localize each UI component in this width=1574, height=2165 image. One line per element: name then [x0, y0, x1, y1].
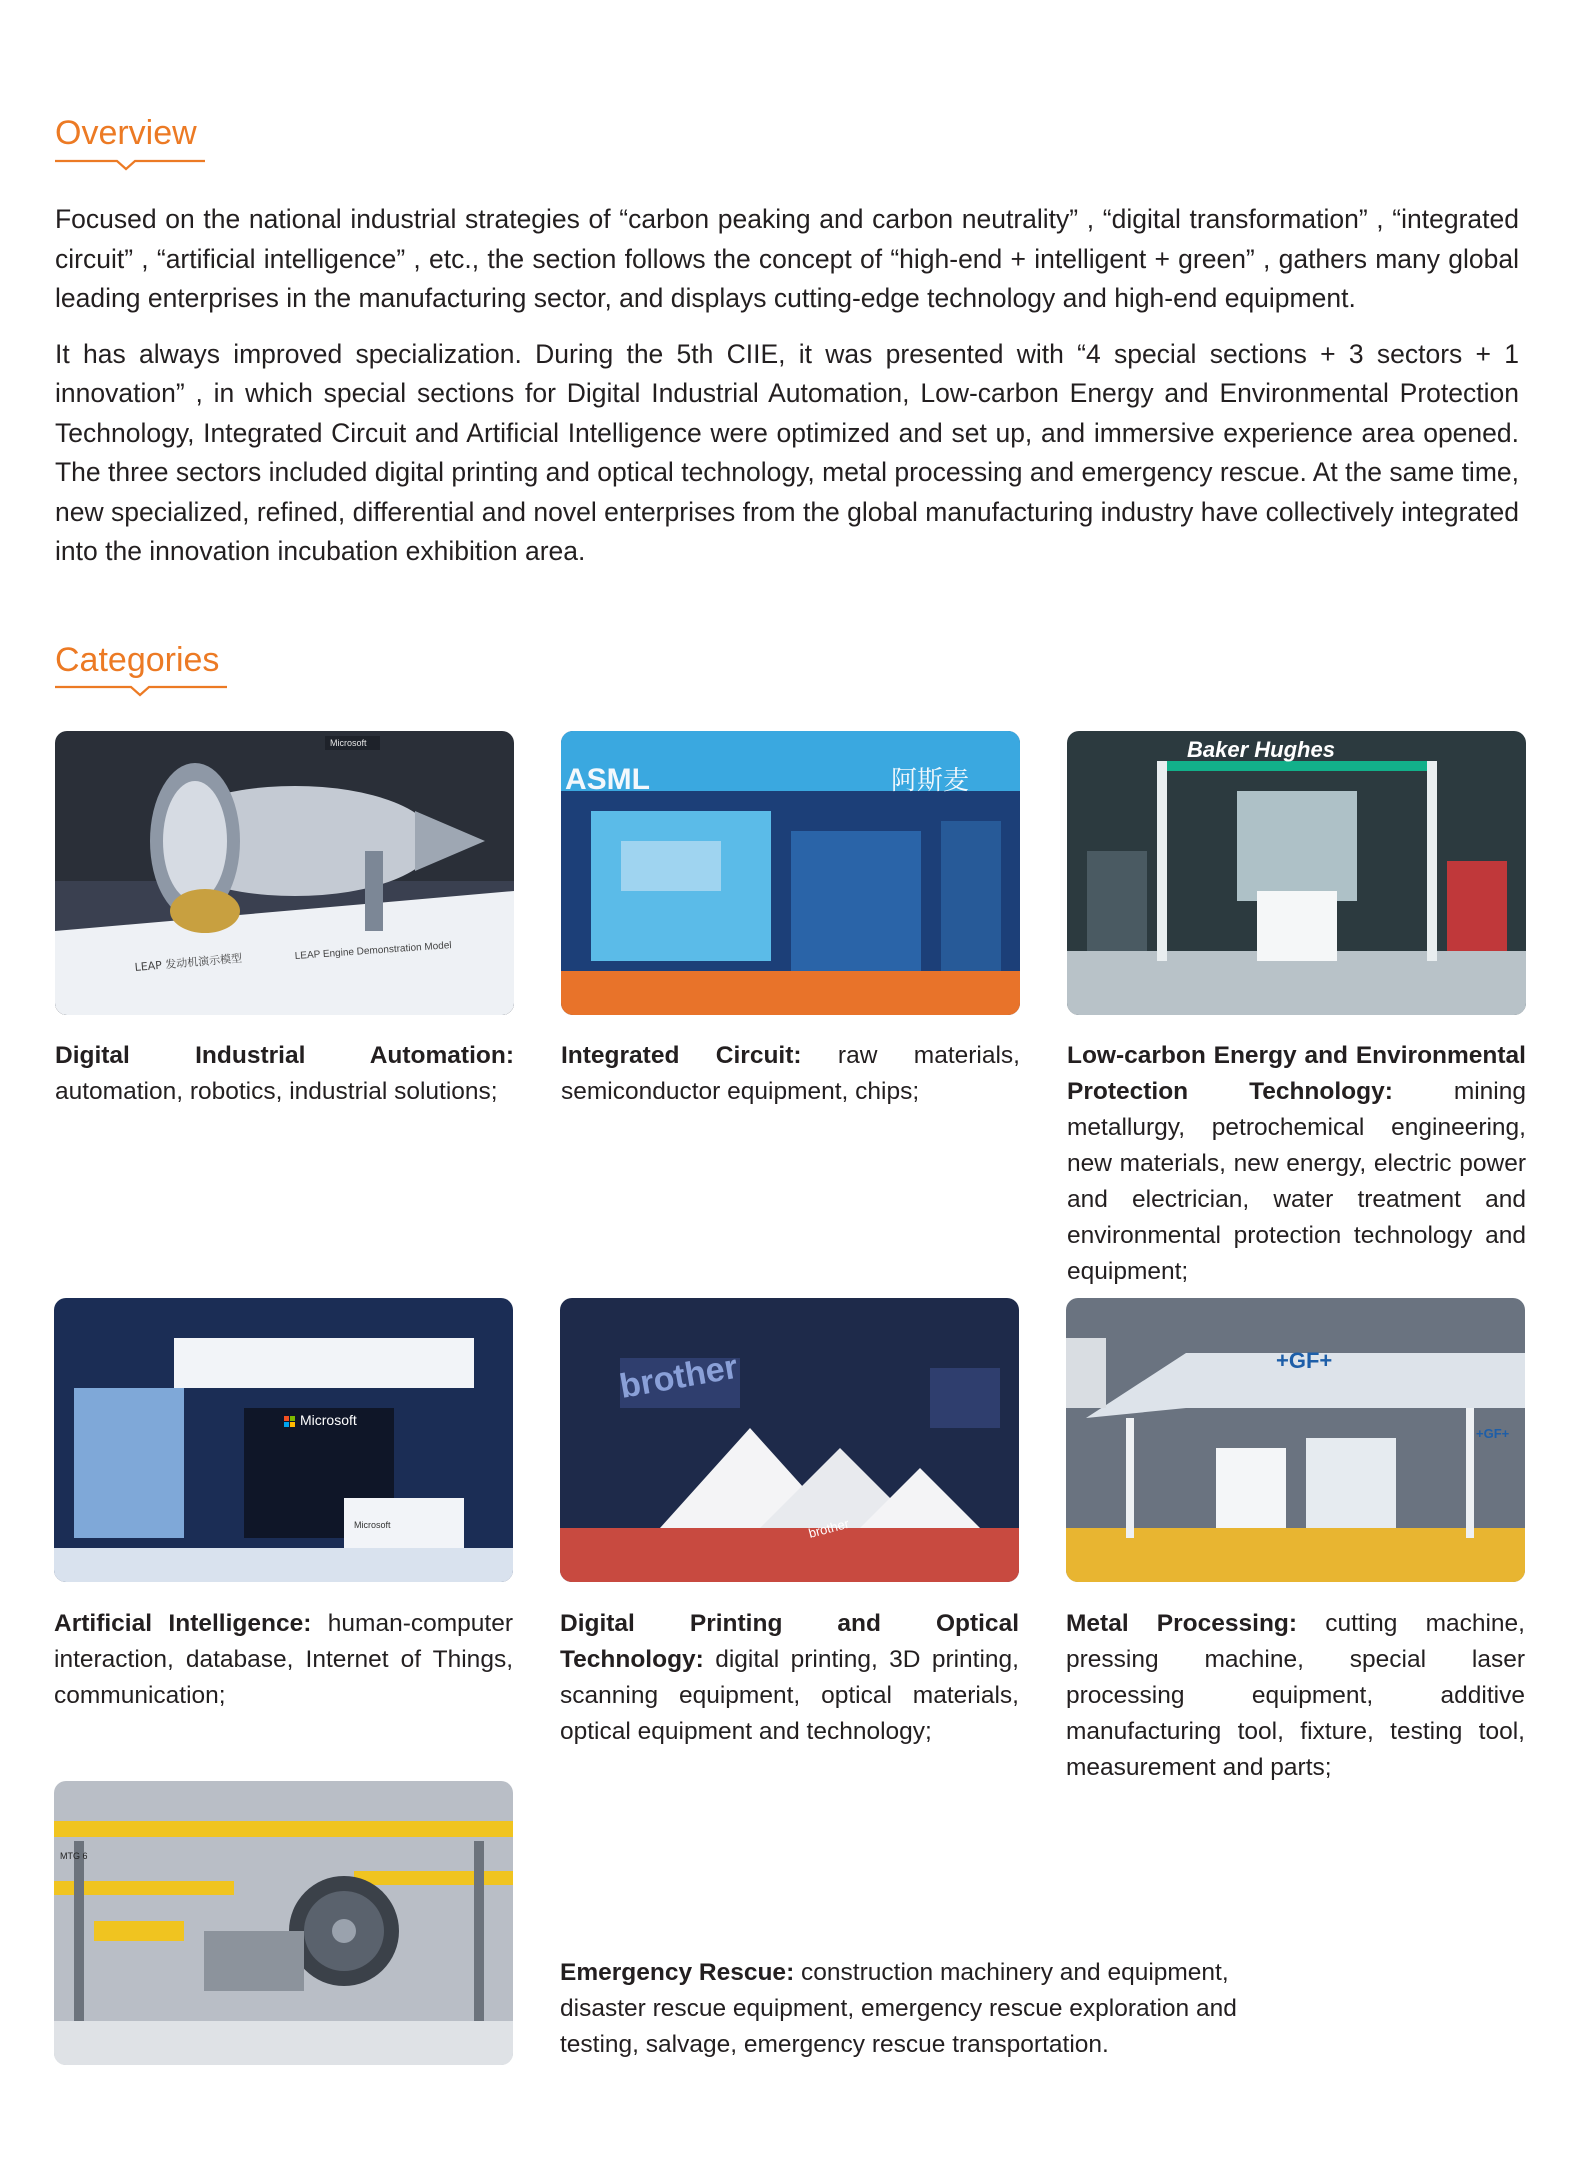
brother-booth-photo — [560, 1298, 1019, 1582]
overview-paragraph: Focused on the national industrial strategies of “carbon peaking and carbon neutrality” , “digital transformation” , “integrated circuit” , “artificial intelligence” , etc., the section follows the concept of “high-end + intelligent + green” , gathers many global leading enterprises in the manufacturing sector, and displays cutting-edge technology and high-end equipment. — [55, 204, 1519, 313]
category-description — [560, 1955, 1260, 2063]
category-details: cutting machine, pressing machine, special laser processing equipment, additive manufacturing tool, fixture, testing tool, measurement and parts; — [1066, 1610, 1525, 1781]
category-description — [1066, 1606, 1525, 1786]
engine-model-label-cn: LEAP 发动机演示模型 — [134, 951, 243, 974]
engine-model-photo — [55, 731, 514, 1015]
category-name: Digital Printing and Optical Technology: — [560, 1610, 1019, 1673]
categories-heading-underline — [55, 683, 227, 701]
asml-logo-cn: 阿斯麦 — [891, 766, 970, 796]
microsoft-booth-photo — [54, 1298, 513, 1582]
category-description — [561, 1038, 1020, 1110]
category-details: raw materials, semiconductor equipment, chips; — [561, 1042, 1020, 1105]
microsoft-desk-logo: Microsoft — [354, 1520, 391, 1530]
category-name: Artificial Intelligence: — [54, 1610, 312, 1637]
gf-logo-side: +GF+ — [1476, 1426, 1510, 1441]
category-name: Integrated Circuit: — [561, 1042, 802, 1069]
asml-booth-photo — [561, 731, 1020, 1015]
category-details: construction machinery and equipment, disaster rescue equipment, emergency rescue exploration and testing, salvage, emergency rescue transportation. — [560, 1959, 1237, 2058]
category-details: digital printing, 3D printing, scanning equipment, optical materials, optical equipment and technology; — [560, 1646, 1019, 1745]
baker-hughes-booth-photo — [1067, 731, 1526, 1015]
gf-logo: +GF+ — [1276, 1348, 1333, 1373]
category-details: human-computer interaction, database, Internet of Things, communication; — [54, 1610, 513, 1709]
overview-heading: Overview — [55, 114, 197, 152]
plant-station-label: MTG 6 — [60, 1851, 88, 1861]
category-name: Emergency Rescue: — [560, 1959, 795, 1986]
category-details: mining metallurgy, petrochemical engineering, new materials, new energy, electric power and electrician, water treatment and environmental protection technology and equipment; — [1067, 1078, 1526, 1285]
engine-model-label-en: LEAP Engine Demonstration Model — [294, 940, 452, 962]
categories-heading: Categories — [55, 641, 220, 679]
baker-hughes-logo: Baker Hughes — [1187, 737, 1335, 762]
overview-body — [55, 200, 1519, 588]
asml-logo: ASML — [565, 763, 650, 796]
category-name: Metal Processing: — [1066, 1610, 1298, 1637]
photo-logo-text: Microsoft — [330, 738, 367, 748]
category-name: Low-carbon Energy and Environmental Protection Technology: — [1067, 1042, 1526, 1105]
brother-base-logo: brother — [806, 1515, 851, 1541]
gf-booth-photo — [1066, 1298, 1525, 1582]
category-description — [1067, 1038, 1526, 1290]
brother-sign: brother — [616, 1347, 741, 1406]
category-details: automation, robotics, industrial solutions; — [55, 1078, 498, 1105]
category-description — [54, 1606, 513, 1714]
overview-paragraph: It has always improved specialization. During the 5th CIIE, it was presented with “4 special sections + 3 sectors + 1 innovation” , in which special sections for Digital Industrial Automation, Low-carbon Energy and Environmental Protection Technology, Integrated Circuit and Artificial Intelligence were optimized and set up, and immersive experience area opened. The three sectors included digital printing and optical technology, metal processing and emergency rescue. At the same time, new specialized, refined, differential and novel enterprises from the global manufacturing industry have collectively integrated into the innovation incubation exhibition area. — [55, 338, 1519, 566]
engine-assembly-plant-photo — [54, 1781, 513, 2065]
category-description — [55, 1038, 514, 1110]
category-name: Digital Industrial Automation: — [55, 1042, 514, 1069]
overview-heading-underline — [55, 157, 205, 175]
category-description — [560, 1606, 1019, 1750]
microsoft-logo: Microsoft — [300, 1412, 357, 1428]
